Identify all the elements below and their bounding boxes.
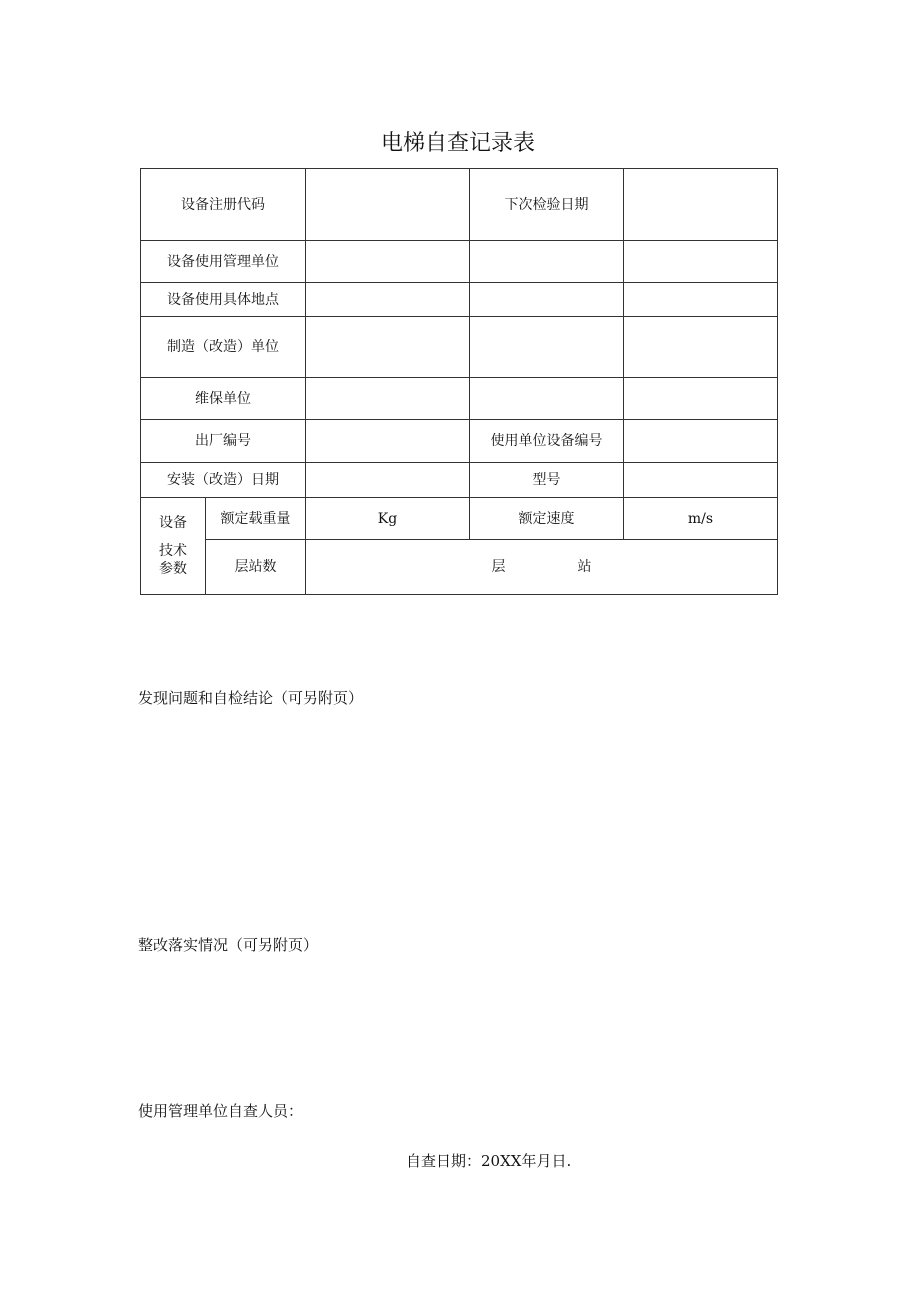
row-location [141,283,778,317]
maintenance-field-3[interactable] [624,378,778,420]
registration-code-label: 设备注册代码 [141,169,306,241]
row-floors [141,540,778,595]
user-unit-field-1[interactable] [306,241,470,283]
rectification-heading: 整改落实情况（可另附页） [138,936,319,954]
location-label: 设备使用具体地点 [141,283,306,317]
floors-unit-station: 站 [577,559,592,575]
row-install-date [141,463,778,498]
tech-params-label-line-1: 设备 [159,515,187,531]
install-date-label: 安装（改造）日期 [141,463,306,498]
rated-load-label: 额定载重量 [206,498,306,540]
location-field-1[interactable] [306,283,470,317]
unit-equipment-number-label: 使用单位设备编号 [470,420,624,463]
inspection-date: 自查日期：20XX年月日. [406,1152,572,1170]
rated-speed-field[interactable] [624,498,778,540]
floors-field[interactable] [306,540,778,595]
model-field[interactable] [624,463,778,498]
unit-equipment-number-field[interactable] [624,420,778,463]
user-unit-field-2[interactable] [470,241,624,283]
maintenance-field-1[interactable] [306,378,470,420]
row-maintenance [141,378,778,420]
manufacturer-field-2[interactable] [470,317,624,378]
row-manufacturer [141,317,778,378]
model-label: 型号 [470,463,624,498]
location-field-2[interactable] [470,283,624,317]
next-inspection-label: 下次检验日期 [470,169,624,241]
tech-params-label-line-3: 参数 [159,561,187,577]
registration-code-field[interactable] [306,169,470,241]
row-registration [141,169,778,241]
tech-params-label [141,498,206,595]
floors-unit-floor: 层 [491,559,506,575]
inspector-label: 使用管理单位自查人员： [138,1102,304,1120]
row-user-unit [141,241,778,283]
floors-label: 层站数 [206,540,306,595]
manufacturer-field-3[interactable] [624,317,778,378]
user-unit-label: 设备使用管理单位 [141,241,306,283]
rated-load-unit: Kg [377,510,398,527]
findings-heading: 发现问题和自检结论（可另附页） [138,689,364,707]
row-rated-load [141,498,778,540]
maintenance-field-2[interactable] [470,378,624,420]
row-factory-number [141,420,778,463]
user-unit-field-3[interactable] [624,241,778,283]
install-date-field[interactable] [306,463,470,498]
location-field-3[interactable] [624,283,778,317]
rated-speed-unit: m/s [687,510,714,527]
document-title: 电梯自查记录表 [380,131,535,156]
manufacturer-field-1[interactable] [306,317,470,378]
manufacturer-label: 制造（改造）单位 [141,317,306,378]
factory-number-field[interactable] [306,420,470,463]
tech-params-label-line-2: 技术 [159,543,187,559]
factory-number-label: 出厂编号 [141,420,306,463]
elevator-info-table [140,168,778,595]
maintenance-label: 维保单位 [141,378,306,420]
rated-speed-label: 额定速度 [470,498,624,540]
rated-load-field[interactable] [306,498,470,540]
next-inspection-field[interactable] [624,169,778,241]
